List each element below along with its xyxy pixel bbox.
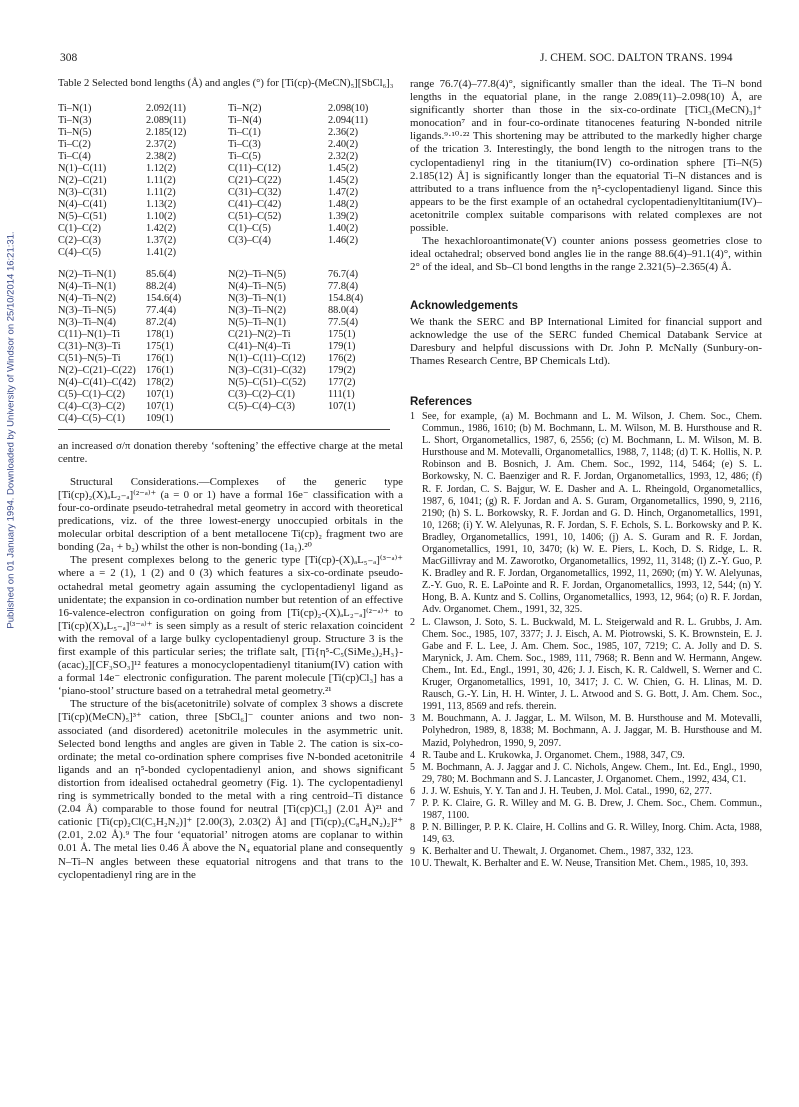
bond-label: N(3)–C(31)–C(32): [228, 364, 306, 376]
bond-value: 88.2(4): [146, 280, 177, 292]
paragraph: range 76.7(4)–77.8(4)°, significantly smaller than the ideal. The Ti–N bond lengths in the equatorial plane, in the range 2.089(11)–2.098(10) Å, are significantly shorter than those in the six-co-ordinate [TiCl₃(MeCN)₃]⁺ monocation⁷ and in four-co-ordinate titanocenes featuring N-bonded nitrile ligands.⁹·¹⁰·²² This shortening may be attributed to the markedly higher charge of the trication 3. Interestingly, the bond length to the nitrogen trans to the cyclopentadienyl ring in the titanium(IV) co-ordination sphere [Ti–N(5) 2.185(12) Å] is significantly longer than the equatorial Ti–N distances and is attributed to a trans influence from the η⁵-cyclopentadienyl ligand. Since this appears to be the first example of an octahedral cyclopentadienyltitanium(IV)–acetonitrile complex suitable comparisons with related complexes are not possible.: [410, 78, 762, 235]
bond-label: C(1)–C(2): [58, 222, 101, 234]
reference-item: [410, 617, 762, 714]
bond-label: [228, 413, 328, 425]
bond-label: C(11)–C(12): [228, 162, 281, 174]
bond-label: N(3)–C(31): [58, 186, 107, 198]
bond-value: 1.48(2): [328, 198, 359, 210]
bond-value: 1.37(2): [146, 234, 177, 246]
bond-value: 178(1): [146, 328, 174, 340]
bond-label: C(3)–C(2)–C(1): [228, 388, 295, 400]
bond-value: 1.11(2): [146, 174, 176, 186]
table-caption: Table 2 Selected bond lengths (Å) and angles (°) for [Ti(cp)-(MeCN)₅][SbCl₆]₃: [58, 78, 394, 89]
download-watermark: Published on 01 January 1994. Downloaded by University of Windsor on 25/10/2014 16:21:31.: [5, 231, 17, 629]
bond-label: N(2)–Ti–N(5): [228, 268, 286, 280]
bond-label: N(3)–Ti–N(2): [228, 304, 286, 316]
bond-value: 77.8(4): [328, 280, 359, 292]
bond-label: C(41)–N(4)–Ti: [228, 340, 291, 352]
reference-text: M. Bouchmann, A. J. Jaggar, L. M. Wilson, M. B. Hursthouse and M. Motevalli, Polyhedron, 1989, 8, 1838; M. Bochmann, A. J. Jaggar, M. B. Hursthouse and M. Mazid, Polyhedron, 1990, 9, 2097.: [422, 713, 762, 749]
bond-value: 2.185(12): [146, 126, 187, 138]
bond-angle-row: [58, 341, 388, 353]
bond-length-row: [58, 115, 388, 127]
bond-value: 1.10(2): [146, 210, 177, 222]
reference-number: 3: [410, 713, 415, 725]
bond-label: C(31)–C(32): [228, 186, 282, 198]
reference-text: J. J. W. Eshuis, Y. Y. Tan and J. H. Teuben, J. Mol. Catal., 1990, 62, 277.: [422, 785, 712, 797]
bond-label: C(1)–C(5): [228, 222, 271, 234]
bond-value: 1.40(2): [328, 222, 359, 234]
bond-label: C(5)–C(1)–C(2): [58, 388, 125, 400]
bond-value: 1.13(2): [146, 198, 177, 210]
bond-value: 1.41(2): [146, 246, 177, 258]
bond-value: 176(1): [146, 364, 174, 376]
acknowledgements-heading: Acknowledgements: [410, 300, 518, 313]
bond-value: 111(1): [328, 388, 355, 400]
bond-value: 107(1): [146, 400, 174, 412]
bond-label: Ti–C(5): [228, 150, 261, 162]
bond-label: N(5)–C(51)–C(52): [228, 376, 306, 388]
bond-label: C(5)–C(4)–C(3): [228, 400, 295, 412]
bond-label: Ti–N(3): [58, 114, 92, 126]
bond-label: N(4)–C(41): [58, 198, 107, 210]
bond-length-row: [58, 127, 388, 139]
reference-number: 6: [410, 785, 415, 797]
bond-label: N(5)–Ti–N(1): [228, 316, 286, 328]
bond-label: N(2)–Ti–N(1): [58, 268, 116, 280]
reference-number: 10: [410, 858, 420, 870]
bond-value: 179(2): [328, 364, 356, 376]
bond-label: C(4)–C(5): [58, 246, 101, 258]
reference-number: 9: [410, 846, 415, 858]
bond-angle-row: [58, 293, 388, 305]
bond-label: N(4)–Ti–N(5): [228, 280, 286, 292]
bond-value: 175(1): [146, 340, 174, 352]
reference-list: [410, 411, 762, 871]
bond-angle-row: [58, 389, 388, 401]
bond-label: C(51)–C(52): [228, 210, 282, 222]
bond-label: C(31)–N(3)–Ti: [58, 340, 121, 352]
bond-label: C(21)–N(2)–Ti: [228, 328, 291, 340]
bond-length-row: [58, 175, 388, 187]
bond-label: N(3)–Ti–N(1): [228, 292, 286, 304]
references-heading: References: [410, 395, 473, 408]
bond-label: [228, 247, 328, 259]
bond-label: N(4)–Ti–N(2): [58, 292, 116, 304]
bond-label: N(2)–C(21): [58, 174, 107, 186]
bond-angle-row: [58, 281, 388, 293]
bond-value: 2.36(2): [328, 126, 359, 138]
paragraph: an increased σ/π donation thereby ‘softening’ the effective charge at the metal centre.: [58, 439, 403, 465]
bond-value: 88.0(4): [328, 304, 359, 316]
right-column: [410, 78, 762, 871]
bond-label: C(11)–N(1)–Ti: [58, 328, 121, 340]
reference-item: [410, 822, 762, 846]
bond-value: [328, 247, 388, 259]
bond-label: Ti–N(5): [58, 126, 92, 138]
reference-number: 8: [410, 822, 415, 834]
bond-length-row: [58, 151, 388, 163]
bond-angle-row: [58, 353, 388, 365]
bond-label: N(4)–C(41)–C(42): [58, 376, 136, 388]
reference-text: P. N. Billinger, P. P. K. Claire, H. Collins and G. R. Willey, Inorg. Chim. Acta, 1988, 149, 63.: [422, 822, 762, 846]
bond-label: N(5)–C(51): [58, 210, 107, 222]
bond-label: N(1)–C(11): [58, 162, 107, 174]
bond-value: 1.47(2): [328, 186, 359, 198]
bond-value: 154.8(4): [328, 292, 364, 304]
bond-value: 2.38(2): [146, 150, 177, 162]
bond-label: N(3)–Ti–N(4): [58, 316, 116, 328]
reference-text: R. Taube and L. Krukowka, J. Organomet. Chem., 1988, 347, C9.: [422, 749, 685, 761]
bond-value: 1.46(2): [328, 234, 359, 246]
bond-label: N(4)–Ti–N(1): [58, 280, 116, 292]
bond-angle-row: [58, 413, 388, 425]
bond-value: 77.5(4): [328, 316, 359, 328]
bond-angle-row: [58, 401, 388, 413]
journal-header: J. CHEM. SOC. DALTON TRANS. 1994: [540, 52, 733, 64]
bond-value: 2.094(11): [328, 114, 368, 126]
paragraph: The present complexes belong to the generic type [Ti(cp)-(X)ₐL₅₋ₐ]⁽³⁻ᵃ⁾⁺ where a = 2 (1), 1 (2) and 0 (3) which features a six-co-ordinate pseudo-octahedral metal geometry again assuming the cyclopentadienyl ligand as unidentate; the expansion in co-ordination number but retention of an effective 16-valence-electron configuration on going from [Ti(cp)₂-(X)ₐL₂₋ₐ]⁽²⁻ᵃ⁾⁺ to [Ti(cp)(X)ₐL₅₋ₐ]⁽³⁻ᵃ⁾⁺ is seen simply as a result of steric relaxation coincident with the removal of a large bulky cyclopentadienyl group. Structure 3 is the first example of this particular series; the triflate salt, [Ti{η⁵-C₅(SiMe₃)₂H₃}-(acac)₂][CF₃SO₃]¹² features a monocyclopentadienyl titanium(IV) cation with a formal 14e⁻ electronic configuration. The parent molecule [Ti(cp)Cl₃] has a ‘piano-stool’ structure based on a tetrahedral metal geometry.²¹: [58, 554, 403, 698]
bond-length-row: [58, 103, 388, 115]
reference-text: U. Thewalt, K. Berhalter and E. W. Neuse, Transition Met. Chem., 1985, 10, 393.: [422, 858, 749, 870]
bond-value: 178(2): [146, 376, 174, 388]
reference-number: 7: [410, 797, 415, 809]
reference-number: 4: [410, 749, 415, 761]
bond-angle-row: [58, 269, 388, 281]
bond-value: 2.32(2): [328, 150, 359, 162]
reference-item: [410, 846, 762, 858]
bond-value: 107(1): [146, 388, 174, 400]
reference-text: L. Clawson, J. Soto, S. L. Buckwald, M. L. Steigerwald and R. L. Grubbs, J. Am. Chem. Soc., 1985, 107, 3377; J. J. Eisch, A. M. Piotrowski, S. K. Brownstein, E. J. Gabe and F. L. Lee, J. Am. Chem. Soc., 1985, 107, 7219; C. A. Jolly and D. S. Marynick, J. Am. Chem. Soc., 1989, 111, 7968; R. Benn and W. Hermann, Angew. Chem., Int. Ed., Engl., 1991, 30, 426; J. J. Eisch, K. R. Caldwell, S. Werner and C. Kruger, Organometallics, 1991, 10, 3417; J. C. W. Chien, G. H. Llinas, M. D. Rausch, G.-Y. Lin, H. H. Winter, J. L. Atwood and S. G. Bott, J. Am. Chem. Soc., 1991, 113, 8569 and refs. therein.: [422, 616, 762, 713]
reference-text: P. P. K. Claire, G. R. Willey and M. G. B. Drew, J. Chem. Soc., Chem. Commun., 1987, 1100.: [422, 797, 762, 822]
bond-length-row: [58, 139, 388, 151]
paragraph: The structure of the bis(acetonitrile) solvate of complex 3 shows a discrete [Ti(cp)(MeCN)₅]³⁺ cation, three [SbCl₆]⁻ counter anions and two non-associated (and disordered) acetonitrile molecules in the asymmetric unit. Selected bond lengths and angles are given in Table 2. The cation is six-co-ordinate; the metal co-ordination sphere comprises five N-bonded acetonitrile ligands and an η⁵-bonded cyclopentadienyl anion, and shows significant distortion from idealised octahedral geometry (Fig. 1). The cyclopentadienyl ring is symmetrically bonded to the metal with a ring centroid–Ti distance (2.04 Å) comparable to those found for neutral [Ti(cp)Cl₃] (2.01 Å)²¹ and cationic [Ti(cp)₂Cl(C₃H₂N₂)]⁺ [2.00(3), 2.03(2) Å] and [Ti(cp)₂(C₈H₄N₂)₂]²⁺ (2.01, 2.02 Å).⁹ The four ‘equatorial’ nitrogen atoms are coplanar to within 0.01 Å. The metal lies 0.46 Å above the N₄ equatorial plane and consequently N–Ti–N angles between these equatorial nitrogens and that trans to the cyclopentadienyl ring are in the: [58, 698, 403, 881]
bond-label: Ti–N(4): [228, 114, 262, 126]
bond-value: 175(1): [328, 328, 356, 340]
bond-label: Ti–C(3): [228, 138, 261, 150]
bond-value: 2.40(2): [328, 138, 359, 150]
paragraph: The hexachloroantimonate(V) counter anions possess geometries close to ideal octahedral; observed bond angles lie in the range 88.6(4)–91.1(4)°, within 2° of the ideal, and Sb–Cl bond lengths in the range 2.321(5)–2.365(4) Å.: [410, 235, 762, 274]
page-number: 308: [60, 52, 78, 64]
bond-length-row: [58, 247, 388, 259]
bond-value: 1.45(2): [328, 162, 359, 174]
reference-number: 1: [410, 410, 415, 422]
reference-text: K. Berhalter and U. Thewalt, J. Organomet. Chem., 1987, 332, 123.: [422, 846, 694, 858]
bond-value: 1.11(2): [146, 186, 176, 198]
acknowledgements-text: We thank the SERC and BP International Limited for financial support and acknowledge the use of the SERC funded Chemical Databank Service at Daresbury and helpful discussions with Dr. John P. McNally (Sunbury-on-Thames Research Centre, BP Chemicals Ltd).: [410, 315, 762, 367]
bond-value: 76.7(4): [328, 268, 359, 280]
bond-length-row: [58, 187, 388, 199]
bond-value: 1.12(2): [146, 162, 177, 174]
bond-label: N(3)–Ti–N(5): [58, 304, 116, 316]
bond-value: 2.089(11): [146, 114, 186, 126]
reference-text: See, for example, (a) M. Bochmann and L. M. Wilson, J. Chem. Soc., Chem. Commun., 1986, 1610; (b) M. Bochmann, L. M. Wilson, M. B. Hursthouse and R. L. Short, Organometallics, 1987, 6, 2556; (c) M. Bochmann, L. M. Wilson, M. B. Hursthouse and M. Motevalli, Organometallics, 1988, 7, 1148; (d) T. K. Hollis, N. P. Robinson and B. Bosnich, J. Am. Chem. Soc., 1992, 114, 5464; (e) S. L. Borkowsky, N. C. Baenziger and R. F. Jordan, Organometallics, 1993, 12, 486; (f) R. F. Jordan, C. S. Bajgur, W. E. Dasher and A. L. Rheingold, Organometallics, 1987, 6, 1041; (g) R. F. Jordan and A. S. Guram, Organometallics, 1990, 9, 2116, 2190; (h) S. L. Borkowsky, R. F. Jordan and G. D. Hinch, Organometallics, 1991, 10, 1268; (i) Y. W. Alelyunas, R. F. Jordan, S. F. Echols, S. L. Borkowsky and P. K. Bradley, Organometallics, 1991, 10, 1406; (j) A. S. Guram and R. F. Jordan, Organometallics, 1991, 10, 3470; (k) W. E. Piers, L. Koch, D. S. Ridge, L. R. MacGillivray and M. Zaworotko, Organometallics, 1992, 11, 3148; (l) Z.-Y. Guo, P. K. Bradley and R. F. Jordan, Organometallics, 1992, 11, 2690; (m) Y. W. Alelyunas, Z.-Y. Guo, R. E. LaPointe and R. F. Jordan, Organometallics, 1993, 12, 544; (n) Y. Hong, B. A. Kuntz and S. Collins, Organometallics, 1993, 12, 964; (o) R. F. Jordan, Adv. Organomet. Chem., 1991, 32, 325.: [422, 410, 762, 616]
bond-value: 85.6(4): [146, 268, 177, 280]
bond-label: C(4)–C(5)–C(1): [58, 412, 125, 424]
bond-value: 109(1): [146, 412, 174, 424]
bond-angle-row: [58, 377, 388, 389]
reference-item: [410, 858, 762, 870]
bond-angle-row: [58, 365, 388, 377]
bond-label: Ti–C(4): [58, 150, 91, 162]
reference-item: [410, 713, 762, 749]
bond-lengths-table: [58, 103, 388, 259]
bond-value: 1.42(2): [146, 222, 177, 234]
bond-label: C(21)–C(22): [228, 174, 282, 186]
bond-value: 1.45(2): [328, 174, 359, 186]
bond-length-row: [58, 235, 388, 247]
reference-number: 5: [410, 761, 415, 773]
bond-label: C(3)–C(4): [228, 234, 271, 246]
bond-label: N(2)–C(21)–C(22): [58, 364, 136, 376]
bond-value: 179(1): [328, 340, 356, 352]
bond-length-row: [58, 163, 388, 175]
paragraph: Structural Considerations.—Complexes of the generic type [Ti(cp)₂(X)ₐL₂₋ₐ]⁽²⁻ᵃ⁾⁺ (a = 0 or 1) have a formal 16e⁻ classification with a four-co-ordinate pseudo-tetrahedral metal geometry in accord with theoretical predications, viz. of the three lowest-energy unoccupied orbitals in the molecular orbital description of a bent metallocene Ti(cp)₂ fragment two are bonding (2a₁ + b₂) whilst the other is non-bonding (1a₁).²⁰: [58, 475, 403, 554]
bond-value: 177(2): [328, 376, 356, 388]
bond-value: 2.37(2): [146, 138, 177, 150]
bond-value: 176(2): [328, 352, 356, 364]
bond-label: Ti–C(1): [228, 126, 261, 138]
bond-label: Ti–N(2): [228, 102, 262, 114]
bond-label: C(51)–N(5)–Ti: [58, 352, 121, 364]
reference-number: 2: [410, 616, 415, 628]
bond-value: 2.092(11): [146, 102, 186, 114]
bond-angle-row: [58, 329, 388, 341]
bond-label: C(2)–C(3): [58, 234, 101, 246]
bond-value: 176(1): [146, 352, 174, 364]
bond-value: 77.4(4): [146, 304, 177, 316]
bond-angles-table: [58, 269, 388, 425]
bond-label: C(4)–C(3)–C(2): [58, 400, 125, 412]
reference-text: M. Bochmann, A. J. Jaggar and J. C. Nichols, Angew. Chem., Int. Ed., Engl., 1990, 29, 780; M. Bochmann and S. J. Lancaster, J. Organomet. Chem., 1992, 434, C1.: [422, 761, 762, 785]
bond-length-row: [58, 199, 388, 211]
reference-item: [410, 411, 762, 617]
bond-value: 2.098(10): [328, 102, 369, 114]
bond-value: 87.2(4): [146, 316, 177, 328]
bond-length-row: [58, 223, 388, 235]
bond-value: 154.6(4): [146, 292, 182, 304]
left-column: [58, 78, 403, 882]
reference-item: [410, 750, 762, 762]
reference-item: [410, 762, 762, 786]
bond-value: 1.39(2): [328, 210, 359, 222]
bond-length-row: [58, 211, 388, 223]
reference-item: [410, 786, 762, 798]
table-rule: [58, 429, 390, 430]
bond-label: Ti–N(1): [58, 102, 92, 114]
bond-label: N(1)–C(11)–C(12): [228, 352, 306, 364]
reference-item: [410, 798, 762, 822]
bond-value: [328, 413, 388, 425]
bond-label: C(41)–C(42): [228, 198, 282, 210]
bond-label: Ti–C(2): [58, 138, 91, 150]
bond-angle-row: [58, 317, 388, 329]
bond-value: 107(1): [328, 400, 356, 412]
bond-angle-row: [58, 305, 388, 317]
